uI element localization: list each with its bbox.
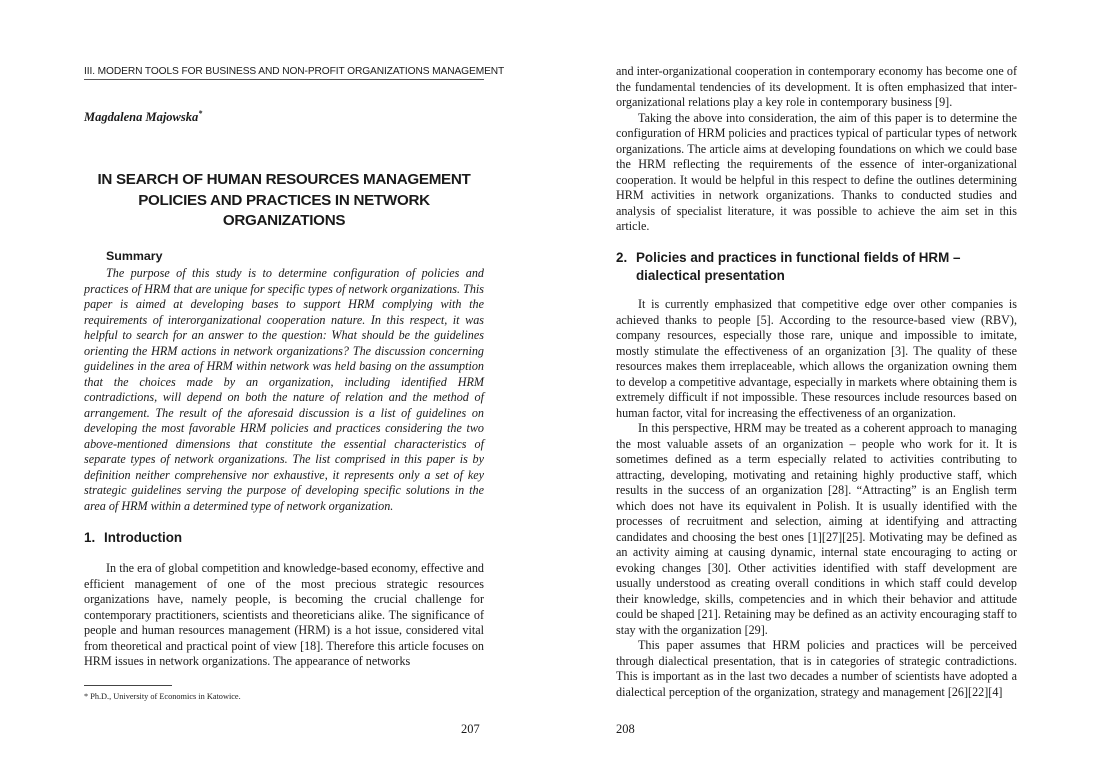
section2-body (616, 297, 1017, 700)
section-title: Introduction (104, 530, 183, 545)
paragraph: In this perspective, HRM may be treated as a coherent approach to managing the most valuable assets of an organization – people who work for it. It is sometimes defined as a term especially related to activities contributing to attracting, developing, motivating and retaining highly productive staff, which results in the success of an organization [28]. “Attracting” is an English term which does not have its equivalent in Polish. It is usually identified with the processes of recruitment and selection, aiming at identifying and attracting candidates and choosing the best ones [1][27][25]. Motivating may be defined as an activity aiming at causing dynamic, internal state encouraging to acting or evoking changes [30]. Other activities identified with staff development are usually understood as creating overall conditions in which staff could develop their knowledge, skills, competencies and in which their behavior and attitude could be shaped [21]. Retaining may be defined as an activity encouraging staff to stay with the organization [29]. (616, 421, 1017, 637)
page-number: 208 (616, 722, 635, 736)
paragraph: Taking the above into consideration, the aim of this paper is to determine the configuration of HRM policies and practices typical of particular types of network organizations. The article aims at developing foundations on which we could base the HRM reflecting the requirements of the essence of inter-organizational cooperation. It would be helpful in this respect to define the outlines determining HRM activities in network organizations. Thanks to conducted studies and analysis of specialist literature, it was possible to achieve the aim set in this article. (616, 110, 1017, 233)
right-page (616, 0, 1017, 783)
section-number: 2. (616, 250, 628, 265)
author-name (84, 109, 202, 125)
paragraph: In the era of global competition and knowledge-based economy, effective and efficient management of one of the most precious strategic resources organizations have, namely people, is becoming the crucial challenge for contemporary practitioners, scientists and theoreticians alike. The significance of people and human resources management (HRM) is a hot issue, considered vital from theoretical and practical point of view [18]. Therefore this article focuses on HRM issues in network organizations. The appearance of networks (84, 561, 484, 668)
footnote: * Ph.D., University of Economics in Katowice. (84, 692, 241, 701)
paragraph: and inter-organizational cooperation in contemporary economy has become one of the fundamental tendencies of its development. It is often emphasized that inter-organizational relations play a key role in contemporary business [9]. (616, 64, 1017, 109)
section-heading-introduction (84, 530, 182, 545)
section-title-line: Policies and practices in functional fields of HRM – (636, 250, 961, 265)
footnote-divider (84, 685, 172, 686)
author-footnote-mark: * (198, 109, 203, 118)
introduction-body (84, 561, 484, 670)
page-number: 207 (461, 722, 480, 736)
left-page (84, 0, 505, 783)
article-title: IN SEARCH OF HUMAN RESOURCES MANAGEMENT POLICIES AND PRACTICES IN NETWORK ORGANIZATIONS (97, 171, 471, 229)
introduction-continuation (616, 64, 1017, 235)
author-name-text: Magdalena Majowska (84, 110, 199, 125)
running-head: III. MODERN TOOLS FOR BUSINESS AND NON-PROFIT ORGANIZATIONS MANAGEMENT (84, 66, 484, 80)
summary-heading: Summary (106, 249, 163, 263)
section-heading-policies (616, 249, 996, 284)
section-title-line: dialectical presentation (636, 267, 785, 283)
paragraph: It is currently emphasized that competitive edge over other companies is achieved thanks to people [5]. According to the resource-based view (RBV), company resources, especially those rare, unique and impossible to imitate, mostly stimulate the effectiveness of an organization [3]. The quality of these resources makes them irreplaceable, which allows the organization owning them to develop a competitive advantage, especially in markets where obtaining them is extremely difficult if not impossible. These resources include resources based on human factor, vital for increasing the effectiveness of an organization. (616, 297, 1017, 420)
paragraph: This paper assumes that HRM policies and practices will be perceived through dialectical presentation, that is in categories of strategic contradictions. This is important as in the last two decades a number of scientists have adopted a dialectical perception of the organization, strategy and management [26][22][4] (616, 638, 1017, 699)
summary-text: The purpose of this study is to determine configuration of policies and practices of HRM that are unique for specific types of network organizations. This paper is aimed at developing bases to support HRM complying with the requirements of interorganizational cooperation nature. In this respect, it was helpful to search for an answer to the question: What should be the guidelines orienting the HRM actions in network organizations? The discussion concerning guidelines in the area of HRM within network was held basing on the assumption that the choices made by an organization, including identified HRM contradictions, will depend on both the nature of relation and the method of arrangement. The result of the aforesaid discussion is a list of guidelines on developing the most favorable HRM policies and practices considering the two above-mentioned dimensions that constitute the essential characteristics of separate types of network organizations. The list comprised in this paper is by definition neither comprehensive nor exhaustive, it represents only a set of key strategic guidelines serving the purpose of developing specific solutions in the area of HRM within a determined type of network organization. (84, 266, 484, 513)
section-number: 1. (84, 530, 96, 545)
